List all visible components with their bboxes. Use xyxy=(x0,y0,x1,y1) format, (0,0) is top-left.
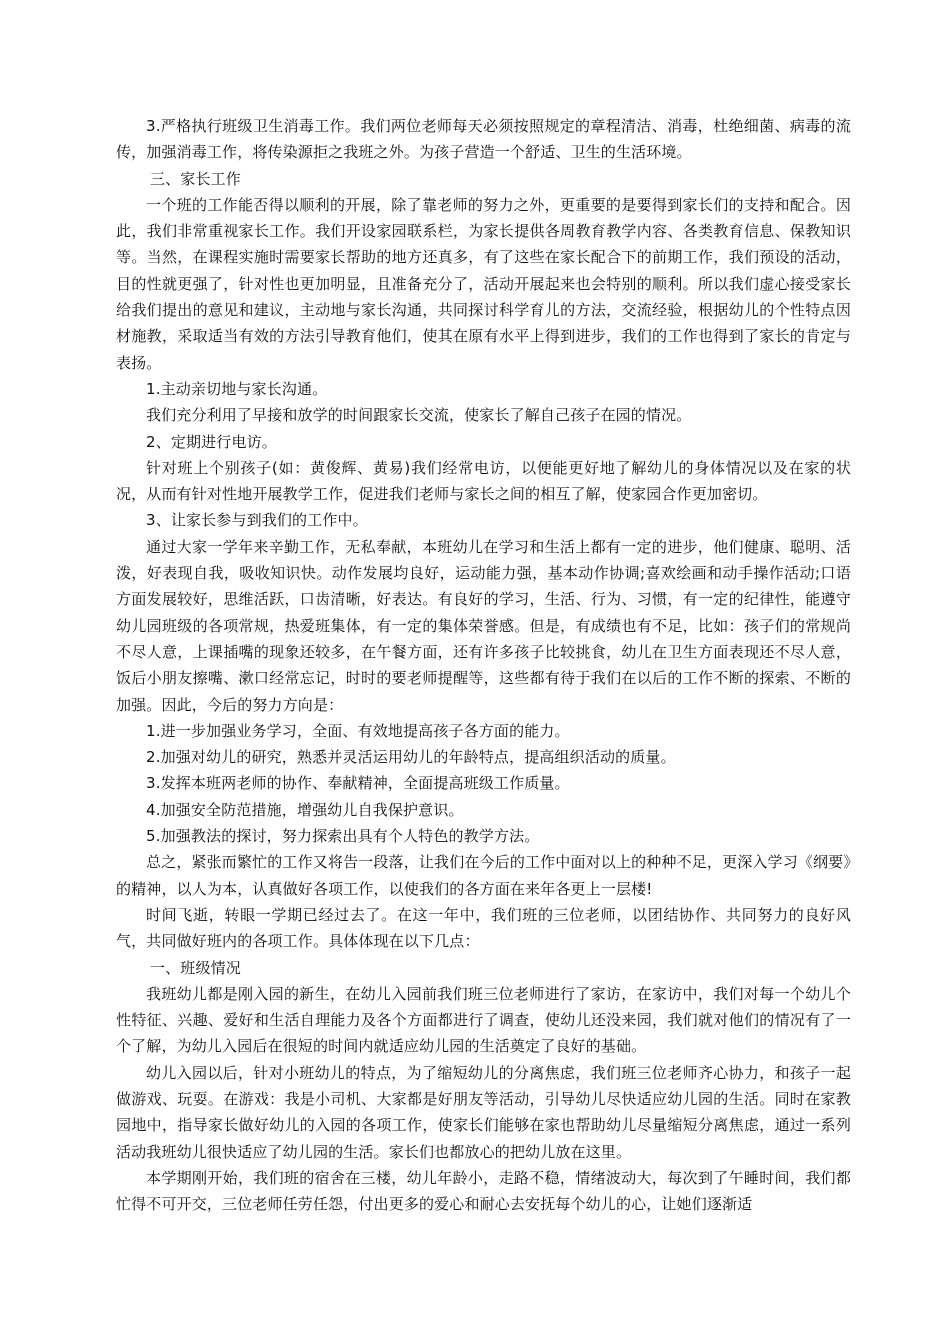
paragraph-parent-support: 一个班的工作能否得以顺利的开展，除了靠老师的努力之外，更重要的是要得到家长们的支持和配合。因此，我们非常重视家长工作。我们开设家园联系栏，为家长提供各周教育教学内容、各类教育信息、保教知识等。当然，在课程实施时需要家长帮助的地方还真多，有了这些在家长配合下的前期工作，我们预设的活动，目的性就更强了，针对性也更加明显，且准备充分了，活动开展起来也会特别的顺利。所以我们虚心接受家长给我们提出的意见和建议，主动地与家长沟通，共同探讨科学育儿的方法，交流经验，根据幼儿的个性特点因材施教，采取适当有效的方法引导教育他们，使其在原有水平上得到进步，我们的工作也得到了家长的肯定与表扬。 xyxy=(116,195,851,372)
paragraph-year-summary: 通过大家一学年来辛勤工作，无私奉献，本班幼儿在学习和生活上都有一定的进步，他们健康、聪明、活泼，好表现自我，吸收知识快。动作发展均良好，运动能力强，基本动作协调;喜欢绘画和动手操作活动;口语方面发展较好，思维活跃，口齿清晰，好表达。有良好的学习，生活、行为、习惯，有一定的纪律性，能遵守幼儿园班级的各项常规，热爱班集体，有一定的集体荣誉感。但是，有成绩也有不足，比如：孩子们的常规尚不尽人意，上课插嘴的现象还较多，在午餐方面，还有许多孩子比较挑食，幼儿在卫生方面表现还不尽人意，饭后小朋友擦嘴、漱口经常忘记，时时的要老师提醒等，这些都有待于我们在以后的工作不断的探索、不断的加强。因此，今后的努力方向是： xyxy=(116,537,851,714)
paragraph-hygiene: 3.严格执行班级卫生消毒工作。我们两位老师每天必须按照规定的章程清洁、消毒，杜绝细菌、病毒的流传，加强消毒工作，将传染源拒之我班之外。为孩子营造一个舒适、卫生的生活环境。 xyxy=(116,117,851,162)
heading-parent-work: 三、家长工作 xyxy=(150,169,241,188)
paragraph-phone-visit: 针对班上个别孩子(如：黄俊辉、黄易)我们经常电访，以便能更好地了解幼儿的身体情况以及在家的状况，从而有针对性地开展教学工作，促进我们老师与家长之间的相互了解，使家园合作更加密切。 xyxy=(116,458,851,504)
paragraph-goal-3: 3.发挥本班两老师的协作、奉献精神，全面提高班级工作质量。 xyxy=(146,774,570,793)
paragraph-goal-1: 1.进一步加强业务学习，全面、有效地提高孩子各方面的能力。 xyxy=(146,721,570,740)
paragraph-dormitory: 本学期刚开始，我们班的宿舍在三楼，幼儿年龄小，走路不稳，情绪波动大，每次到了午睡时间，我们都忙得不可开交，三位老师任劳任怨，付出更多的爱心和耐心去安抚每个幼儿的心，让她们逐渐适 xyxy=(116,1168,851,1214)
paragraph-item-parent-participation: 3、让家长参与到我们的工作中。 xyxy=(146,511,368,530)
paragraph-separation-anxiety: 幼儿入园以后，针对小班幼儿的特点，为了缩短幼儿的分离焦虑，我们班三位老师齐心协力，和孩子一起做游戏、玩耍。在游戏：我是小司机、大家都是好朋友等活动，引导幼儿尽快适应幼儿园的生活。同时在家教园地中，指导家长做好幼儿的入园的各项工作，使家长们能够在家也帮助幼儿尽量缩短分离焦虑，通过一系列活动我班幼儿很快适应了幼儿园的生活。家长们也都放心的把幼儿放在这里。 xyxy=(116,1063,851,1161)
paragraph-home-visit: 我班幼儿都是刚入园的新生，在幼儿入园前我们班三位老师进行了家访，在家访中，我们对每一个幼儿个性特征、兴趣、爱好和生活自理能力及各个方面都进行了调查，使幼儿还没来园，我们就对他们的情况有了一个了解，为幼儿入园后在很短的时间内就适应幼儿园的生活奠定了良好的基础。 xyxy=(116,984,851,1056)
paragraph-pickup-time: 我们充分利用了早接和放学的时间跟家长交流，使家长了解自己孩子在园的情况。 xyxy=(146,406,692,425)
paragraph-item-phone-visit: 2、定期进行电访。 xyxy=(146,432,277,451)
paragraph-semester-intro: 时间飞逝，转眼一学期已经过去了。在这一年中，我们班的三位老师，以团结协作、共同努力的良好风气，共同做好班内的各项工作。具体体现在以下几点： xyxy=(116,905,851,951)
paragraph-item-communicate: 1.主动亲切地与家长沟通。 xyxy=(146,379,328,398)
heading-class-situation: 一、班级情况 xyxy=(150,958,241,977)
paragraph-conclusion: 总之，紧张而繁忙的工作又将告一段落，让我们在今后的工作中面对以上的种种不足，更深入学习《纲要》的精神，以人为本，认真做好各项工作，以使我们的各方面在来年各更上一层楼! xyxy=(116,853,851,898)
document-page xyxy=(116,113,851,1217)
paragraph-goal-2: 2.加强对幼儿的研究，熟悉并灵活运用幼儿的年龄特点，提高组织活动的质量。 xyxy=(146,748,676,767)
paragraph-goal-5: 5.加强教法的探讨，努力探索出具有个人特色的教学方法。 xyxy=(146,827,540,846)
paragraph-goal-4: 4.加强安全防范措施，增强幼儿自我保护意识。 xyxy=(146,800,464,819)
